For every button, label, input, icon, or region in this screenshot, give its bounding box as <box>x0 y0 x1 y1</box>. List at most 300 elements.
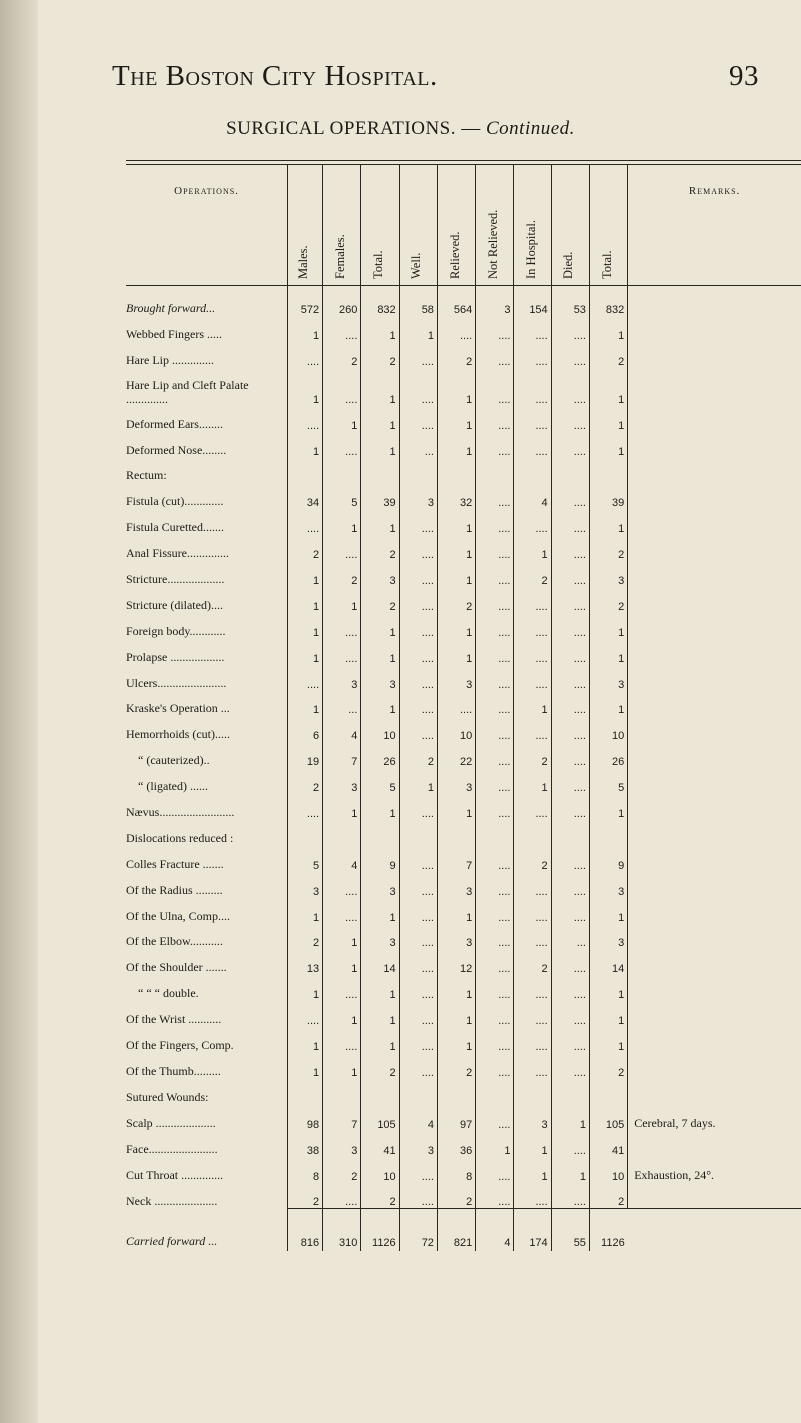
count-cell: 6 <box>288 716 323 742</box>
operation-name: Anal Fissure.............. <box>126 546 229 561</box>
count-cell: .... <box>551 639 589 665</box>
count-cell: 1 <box>323 1001 361 1027</box>
count-cell: .... <box>514 316 551 342</box>
count-cell: .... <box>399 1027 437 1053</box>
count-cell: 1 <box>437 975 475 1001</box>
table-title <box>0 118 801 140</box>
count-cell: 2 <box>437 342 475 368</box>
count-cell: 4 <box>323 846 361 872</box>
count-cell: 1 <box>437 613 475 639</box>
remarks-cell <box>628 587 801 613</box>
count-cell: 1 <box>437 535 475 561</box>
count-cell: 2 <box>288 1183 323 1209</box>
count-cell: .... <box>437 316 475 342</box>
count-cell: 3 <box>437 872 475 898</box>
count-cell: 13 <box>288 949 323 975</box>
remarks-cell: Cerebral, 7 days. <box>628 1105 801 1131</box>
count-cell: .... <box>514 1001 551 1027</box>
count-cell: 38 <box>288 1131 323 1157</box>
table-row <box>126 898 801 924</box>
table-title-continued: Continued. <box>486 118 575 139</box>
page-number: 93 <box>729 60 759 92</box>
count-cell: .... <box>399 535 437 561</box>
table-row <box>126 742 801 768</box>
count-cell: .... <box>323 368 361 406</box>
count-cell <box>551 1079 589 1105</box>
count-cell: 9 <box>589 846 627 872</box>
footer-cell: 1126 <box>361 1209 399 1252</box>
count-cell: 2 <box>361 1053 399 1079</box>
count-cell: .... <box>476 368 514 406</box>
count-cell: 3 <box>323 1131 361 1157</box>
count-cell: 2 <box>288 535 323 561</box>
count-cell: .... <box>551 898 589 924</box>
count-cell: .... <box>399 949 437 975</box>
remarks-cell <box>628 458 801 484</box>
count-cell: .... <box>476 1157 514 1183</box>
remarks-cell <box>628 432 801 458</box>
count-cell: 1 <box>589 1027 627 1053</box>
count-cell: 3 <box>323 768 361 794</box>
count-cell: 3 <box>437 768 475 794</box>
count-cell: .... <box>288 509 323 535</box>
count-cell <box>323 458 361 484</box>
count-cell: 1 <box>288 432 323 458</box>
count-cell: 4 <box>323 716 361 742</box>
count-cell: 1 <box>361 368 399 406</box>
count-cell: .... <box>476 1001 514 1027</box>
operation-name: Hemorrhoids (cut)..... <box>126 727 230 742</box>
count-cell: 98 <box>288 1105 323 1131</box>
remarks-cell <box>628 509 801 535</box>
count-cell: .... <box>476 1027 514 1053</box>
count-cell: 3 <box>361 561 399 587</box>
count-cell: .... <box>551 794 589 820</box>
remarks-cell <box>628 561 801 587</box>
count-cell: .... <box>514 975 551 1001</box>
count-cell: .... <box>551 535 589 561</box>
count-cell: 3 <box>323 665 361 691</box>
count-cell <box>399 1079 437 1105</box>
count-cell: 10 <box>361 1157 399 1183</box>
count-cell <box>437 458 475 484</box>
count-cell: 14 <box>361 949 399 975</box>
count-cell: .... <box>476 587 514 613</box>
count-cell: 1 <box>514 1131 551 1157</box>
table-row <box>126 975 801 1001</box>
table-row <box>126 820 801 846</box>
count-cell: .... <box>551 432 589 458</box>
count-cell <box>551 820 589 846</box>
table-row <box>126 794 801 820</box>
count-cell: 1 <box>361 898 399 924</box>
count-cell: .... <box>476 691 514 717</box>
count-cell: .... <box>514 613 551 639</box>
operations-table-wrap <box>126 160 801 1251</box>
table-row <box>126 483 801 509</box>
count-cell: .... <box>551 1001 589 1027</box>
count-cell: .... <box>514 639 551 665</box>
table-row <box>126 846 801 872</box>
count-cell: 4 <box>399 1105 437 1131</box>
count-cell: .... <box>551 561 589 587</box>
count-cell: 832 <box>361 286 399 317</box>
footer-cell: 4 <box>476 1209 514 1252</box>
count-cell: 2 <box>514 742 551 768</box>
count-cell: .... <box>399 342 437 368</box>
operation-name: Cut Throat .............. <box>126 1167 224 1182</box>
operation-name: Kraske's Operation ... <box>126 701 230 716</box>
count-cell <box>288 458 323 484</box>
count-cell: 1 <box>437 1027 475 1053</box>
table-row <box>126 286 801 317</box>
remarks-cell <box>628 898 801 924</box>
count-cell <box>514 820 551 846</box>
count-cell: 1 <box>589 613 627 639</box>
page-header <box>112 60 759 93</box>
count-cell: .... <box>476 665 514 691</box>
col-well: Well. <box>399 165 437 286</box>
operation-name: Fistula (cut)............. <box>126 494 224 509</box>
count-cell: 1 <box>437 794 475 820</box>
count-cell: .... <box>514 587 551 613</box>
count-cell: 2 <box>288 768 323 794</box>
operation-name: “ (cauterized).. <box>138 753 210 768</box>
remarks-cell <box>628 742 801 768</box>
count-cell: 53 <box>551 286 589 317</box>
table-row <box>126 432 801 458</box>
count-cell: .... <box>399 561 437 587</box>
table-row <box>126 509 801 535</box>
count-cell <box>323 820 361 846</box>
count-cell: 1 <box>288 898 323 924</box>
table-row <box>126 1053 801 1079</box>
operation-name: Ulcers....................... <box>126 675 227 690</box>
col-males: Males. <box>288 165 323 286</box>
count-cell: .... <box>399 924 437 950</box>
count-cell: .... <box>399 587 437 613</box>
count-cell: 1 <box>437 406 475 432</box>
count-cell: .... <box>551 949 589 975</box>
count-cell: .... <box>476 949 514 975</box>
count-cell: 1 <box>589 316 627 342</box>
footer-cell: 816 <box>288 1209 323 1252</box>
operation-name: Foreign body............ <box>126 623 226 638</box>
count-cell: 2 <box>437 1053 475 1079</box>
count-cell: .... <box>551 975 589 1001</box>
remarks-cell <box>628 316 801 342</box>
count-cell: 105 <box>589 1105 627 1131</box>
count-cell: 2 <box>361 535 399 561</box>
count-cell: 1 <box>288 587 323 613</box>
count-cell: 1 <box>323 794 361 820</box>
count-cell: 1 <box>361 613 399 639</box>
count-cell: .... <box>551 316 589 342</box>
table-row <box>126 1105 801 1131</box>
table-row <box>126 458 801 484</box>
count-cell: .... <box>551 872 589 898</box>
operations-table <box>126 165 801 1251</box>
operation-name: Fistula Curetted....... <box>126 520 224 535</box>
count-cell: .... <box>288 406 323 432</box>
count-cell <box>589 1079 627 1105</box>
footer-cell: 174 <box>514 1209 551 1252</box>
count-cell <box>361 458 399 484</box>
count-cell: .... <box>551 1053 589 1079</box>
count-cell: .... <box>514 342 551 368</box>
count-cell: .... <box>476 846 514 872</box>
count-cell: .... <box>551 368 589 406</box>
count-cell: ... <box>551 924 589 950</box>
count-cell: 1 <box>288 975 323 1001</box>
operation-name: Prolapse .................. <box>126 649 225 664</box>
count-cell: 3 <box>589 872 627 898</box>
remarks-cell <box>628 872 801 898</box>
table-row <box>126 691 801 717</box>
count-cell: 58 <box>399 286 437 317</box>
count-cell: 1 <box>437 898 475 924</box>
count-cell: .... <box>476 924 514 950</box>
count-cell: 1 <box>288 1027 323 1053</box>
count-cell: .... <box>476 975 514 1001</box>
footer-cell: 72 <box>399 1209 437 1252</box>
count-cell: .... <box>399 716 437 742</box>
operation-name: Of the Radius ......... <box>126 882 223 897</box>
count-cell: .... <box>323 1183 361 1209</box>
count-cell: .... <box>288 342 323 368</box>
count-cell: 2 <box>361 1183 399 1209</box>
count-cell: .... <box>399 368 437 406</box>
count-cell: 1 <box>288 613 323 639</box>
remarks-cell <box>628 716 801 742</box>
count-cell: 1 <box>551 1157 589 1183</box>
count-cell: 3 <box>288 872 323 898</box>
count-cell: .... <box>323 613 361 639</box>
table-row <box>126 1079 801 1105</box>
count-cell: .... <box>551 613 589 639</box>
operation-name: Of the Elbow........... <box>126 934 223 949</box>
operation-name: “ (ligated) ...... <box>138 779 208 794</box>
count-cell: .... <box>476 898 514 924</box>
count-cell: 1 <box>437 368 475 406</box>
remarks-cell <box>628 483 801 509</box>
col-females: Females. <box>323 165 361 286</box>
count-cell: 2 <box>589 342 627 368</box>
table-row <box>126 406 801 432</box>
count-cell: 3 <box>361 665 399 691</box>
count-cell: .... <box>476 342 514 368</box>
count-cell: .... <box>551 587 589 613</box>
count-cell: .... <box>399 691 437 717</box>
count-cell: .... <box>476 794 514 820</box>
operation-name: Stricture................... <box>126 572 225 587</box>
table-row <box>126 368 801 406</box>
top-rule <box>126 160 801 161</box>
count-cell: 4 <box>514 483 551 509</box>
count-cell: 3 <box>437 665 475 691</box>
count-cell: .... <box>476 1053 514 1079</box>
count-cell: 1 <box>323 1053 361 1079</box>
operation-name: Nævus......................... <box>126 805 235 820</box>
count-cell: 1 <box>589 639 627 665</box>
count-cell: .... <box>551 406 589 432</box>
count-cell: .... <box>399 406 437 432</box>
table-row <box>126 768 801 794</box>
count-cell: 3 <box>476 286 514 317</box>
count-cell: 7 <box>323 742 361 768</box>
table-row <box>126 949 801 975</box>
count-cell: 572 <box>288 286 323 317</box>
count-cell: .... <box>476 483 514 509</box>
count-cell <box>361 820 399 846</box>
count-cell: 2 <box>514 846 551 872</box>
count-cell: 1 <box>361 1027 399 1053</box>
remarks-cell <box>628 1131 801 1157</box>
count-cell: 1 <box>589 794 627 820</box>
count-cell <box>476 458 514 484</box>
count-cell: 5 <box>288 846 323 872</box>
count-cell: 39 <box>589 483 627 509</box>
col-operations: Operations. <box>126 165 288 286</box>
count-cell: 564 <box>437 286 475 317</box>
count-cell: .... <box>514 924 551 950</box>
count-cell: 14 <box>589 949 627 975</box>
count-cell: 3 <box>589 665 627 691</box>
table-body <box>126 286 801 1209</box>
header-row <box>126 165 801 286</box>
count-cell: 1 <box>361 639 399 665</box>
count-cell: .... <box>323 639 361 665</box>
count-cell: 3 <box>361 872 399 898</box>
count-cell: 1 <box>361 1001 399 1027</box>
operation-name: Of the Ulna, Comp.... <box>126 908 230 923</box>
count-cell: 1 <box>551 1105 589 1131</box>
count-cell: .... <box>476 872 514 898</box>
carried-forward-row <box>126 1209 801 1252</box>
count-cell: .... <box>399 1183 437 1209</box>
count-cell: .... <box>476 742 514 768</box>
count-cell: .... <box>514 406 551 432</box>
col-relieved: Relieved. <box>437 165 475 286</box>
count-cell: .... <box>399 872 437 898</box>
count-cell: .... <box>551 1027 589 1053</box>
count-cell: .... <box>476 509 514 535</box>
count-cell <box>288 820 323 846</box>
operation-name: Neck ..................... <box>126 1193 218 1208</box>
operation-name: Of the Wrist ........... <box>126 1012 222 1027</box>
count-cell: 2 <box>514 561 551 587</box>
count-cell: 1 <box>589 406 627 432</box>
count-cell: .... <box>476 613 514 639</box>
count-cell: .... <box>476 406 514 432</box>
count-cell: 3 <box>437 924 475 950</box>
count-cell: 1 <box>399 316 437 342</box>
count-cell: ... <box>399 432 437 458</box>
count-cell: .... <box>399 1053 437 1079</box>
count-cell: 1 <box>361 316 399 342</box>
operation-name: Of the Fingers, Comp. <box>126 1038 234 1053</box>
count-cell: .... <box>551 1183 589 1209</box>
count-cell: 5 <box>323 483 361 509</box>
count-cell: 2 <box>437 1183 475 1209</box>
operation-name: Face....................... <box>126 1141 218 1156</box>
count-cell: 9 <box>361 846 399 872</box>
count-cell <box>551 458 589 484</box>
table-title-main: SURGICAL OPERATIONS. — <box>226 118 486 139</box>
count-cell: 32 <box>437 483 475 509</box>
count-cell: 1 <box>437 639 475 665</box>
count-cell <box>399 820 437 846</box>
count-cell: .... <box>514 794 551 820</box>
count-cell: .... <box>551 846 589 872</box>
operation-name: Rectum: <box>126 468 167 483</box>
count-cell: 1 <box>288 1053 323 1079</box>
count-cell: 1 <box>361 691 399 717</box>
remarks-cell <box>628 820 801 846</box>
count-cell <box>514 458 551 484</box>
operation-name: Scalp .................... <box>126 1115 216 1130</box>
carried-forward-label: Carried forward ... <box>126 1234 218 1249</box>
count-cell: .... <box>323 316 361 342</box>
operation-name: Deformed Ears........ <box>126 416 223 431</box>
count-cell: .... <box>476 432 514 458</box>
count-cell: 2 <box>288 924 323 950</box>
count-cell: 5 <box>361 768 399 794</box>
count-cell: 2 <box>323 342 361 368</box>
count-cell: 1 <box>288 639 323 665</box>
count-cell: 2 <box>514 949 551 975</box>
count-cell: .... <box>476 1183 514 1209</box>
footer-cell: 1126 <box>589 1209 627 1252</box>
count-cell <box>589 820 627 846</box>
table-row <box>126 342 801 368</box>
count-cell: .... <box>288 1001 323 1027</box>
count-cell: 1 <box>589 691 627 717</box>
remarks-cell <box>628 768 801 794</box>
count-cell: .... <box>399 846 437 872</box>
count-cell: .... <box>514 716 551 742</box>
count-cell: 3 <box>361 924 399 950</box>
count-cell: 10 <box>361 716 399 742</box>
count-cell: .... <box>476 716 514 742</box>
table-row <box>126 316 801 342</box>
count-cell: 1 <box>589 509 627 535</box>
count-cell <box>476 820 514 846</box>
count-cell: 1 <box>589 368 627 406</box>
count-cell: 8 <box>288 1157 323 1183</box>
count-cell: 1 <box>514 691 551 717</box>
table-row <box>126 872 801 898</box>
remarks-cell <box>628 846 801 872</box>
count-cell: 1 <box>514 535 551 561</box>
operation-name: Hare Lip .............. <box>126 352 214 367</box>
count-cell <box>437 1079 475 1105</box>
operation-name: Dislocations reduced : <box>126 830 234 845</box>
count-cell: 1 <box>288 561 323 587</box>
count-cell <box>476 1079 514 1105</box>
remarks-cell <box>628 1001 801 1027</box>
remarks-cell <box>628 691 801 717</box>
count-cell: 1 <box>399 768 437 794</box>
count-cell: .... <box>323 872 361 898</box>
count-cell <box>514 1079 551 1105</box>
count-cell: .... <box>514 1183 551 1209</box>
count-cell: 1 <box>437 561 475 587</box>
table-row <box>126 587 801 613</box>
operation-name: Webbed Fingers ..... <box>126 326 223 341</box>
count-cell: 3 <box>399 483 437 509</box>
count-cell: 1 <box>437 1001 475 1027</box>
